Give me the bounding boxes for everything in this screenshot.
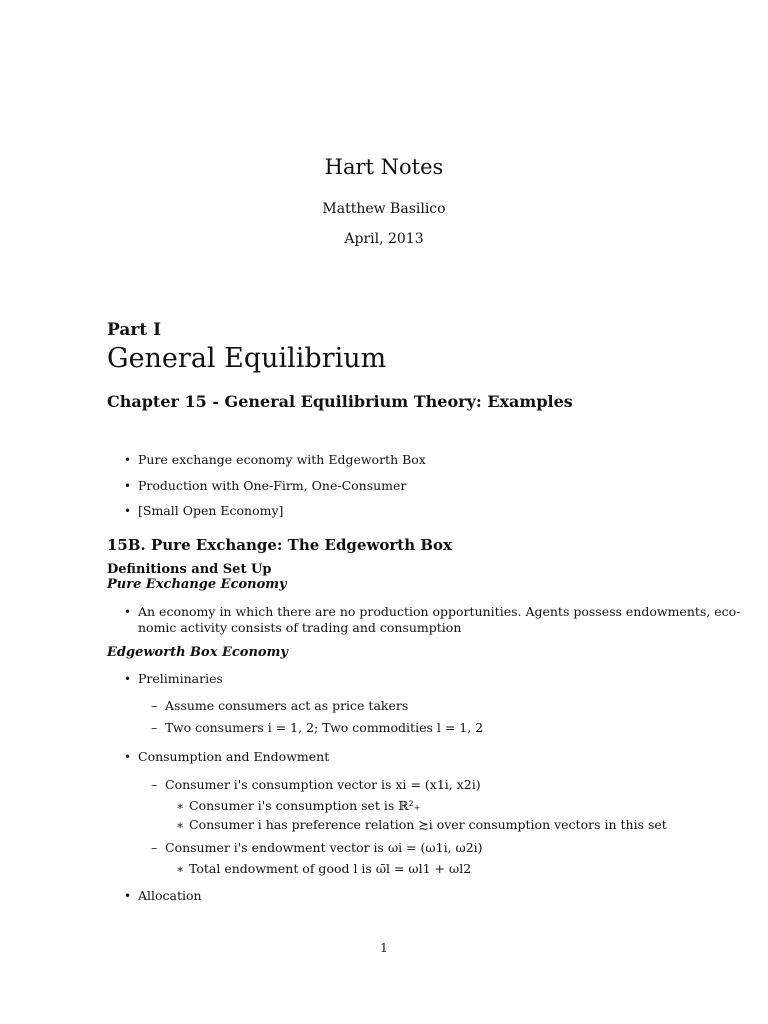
subsection-title: Definitions and Set Up <box>107 562 272 577</box>
list-item: Consumer i has preference relation ≿i over consumption vectors in this set <box>189 817 667 832</box>
bullet-icon: • <box>124 453 132 467</box>
document-author: Matthew Basilico <box>322 201 446 217</box>
pure-exchange-heading: Pure Exchange Economy <box>107 577 287 592</box>
dash-icon: – <box>151 698 158 713</box>
page-number: 1 <box>380 941 388 955</box>
part-label: Part I <box>107 320 162 340</box>
bullet-icon: • <box>124 504 132 518</box>
list-item: Production with One-Firm, One-Consumer <box>138 478 407 493</box>
part-title: General Equilibrium <box>107 343 387 374</box>
bullet-icon: • <box>124 672 132 686</box>
bullet-icon: • <box>124 750 132 764</box>
bullet-icon: • <box>124 479 132 493</box>
edgeworth-heading: Edgeworth Box Economy <box>107 645 288 660</box>
list-item: Consumer i's consumption vector is xi = (x1i, x2i) <box>165 777 481 792</box>
list-item: Pure exchange economy with Edgeworth Box <box>138 452 426 467</box>
paragraph-line: An economy in which there are no production opportunities. Agents possess endowments, eco- <box>138 604 741 619</box>
list-item: Two consumers i = 1, 2; Two commodities l = 1, 2 <box>165 720 484 735</box>
asterisk-icon: ∗ <box>176 862 185 876</box>
asterisk-icon: ∗ <box>176 799 185 813</box>
dash-icon: – <box>151 777 158 792</box>
list-item: Assume consumers act as price takers <box>165 698 409 713</box>
section-title: 15B. Pure Exchange: The Edgeworth Box <box>107 536 452 554</box>
list-item: Consumer i's endowment vector is ωi = (ω1i, ω2i) <box>165 840 483 855</box>
asterisk-icon: ∗ <box>176 818 185 832</box>
list-item: Preliminaries <box>138 671 223 686</box>
dash-icon: – <box>151 720 158 735</box>
bullet-icon: • <box>124 889 132 903</box>
list-item: Consumption and Endowment <box>138 749 330 764</box>
chapter-title: Chapter 15 - General Equilibrium Theory: Examples <box>107 392 573 411</box>
list-item: Consumer i's consumption set is ℝ²₊ <box>189 798 421 813</box>
document-title: Hart Notes <box>324 155 444 179</box>
list-item: Allocation <box>138 888 202 903</box>
paragraph-line: nomic activity consists of trading and consumption <box>138 620 462 635</box>
list-item: [Small Open Economy] <box>138 503 284 518</box>
bullet-icon: • <box>124 605 132 619</box>
dash-icon: – <box>151 840 158 855</box>
document-date: April, 2013 <box>344 231 424 247</box>
list-item: Total endowment of good l is ω̄l = ωl1 + ωl2 <box>189 861 472 876</box>
